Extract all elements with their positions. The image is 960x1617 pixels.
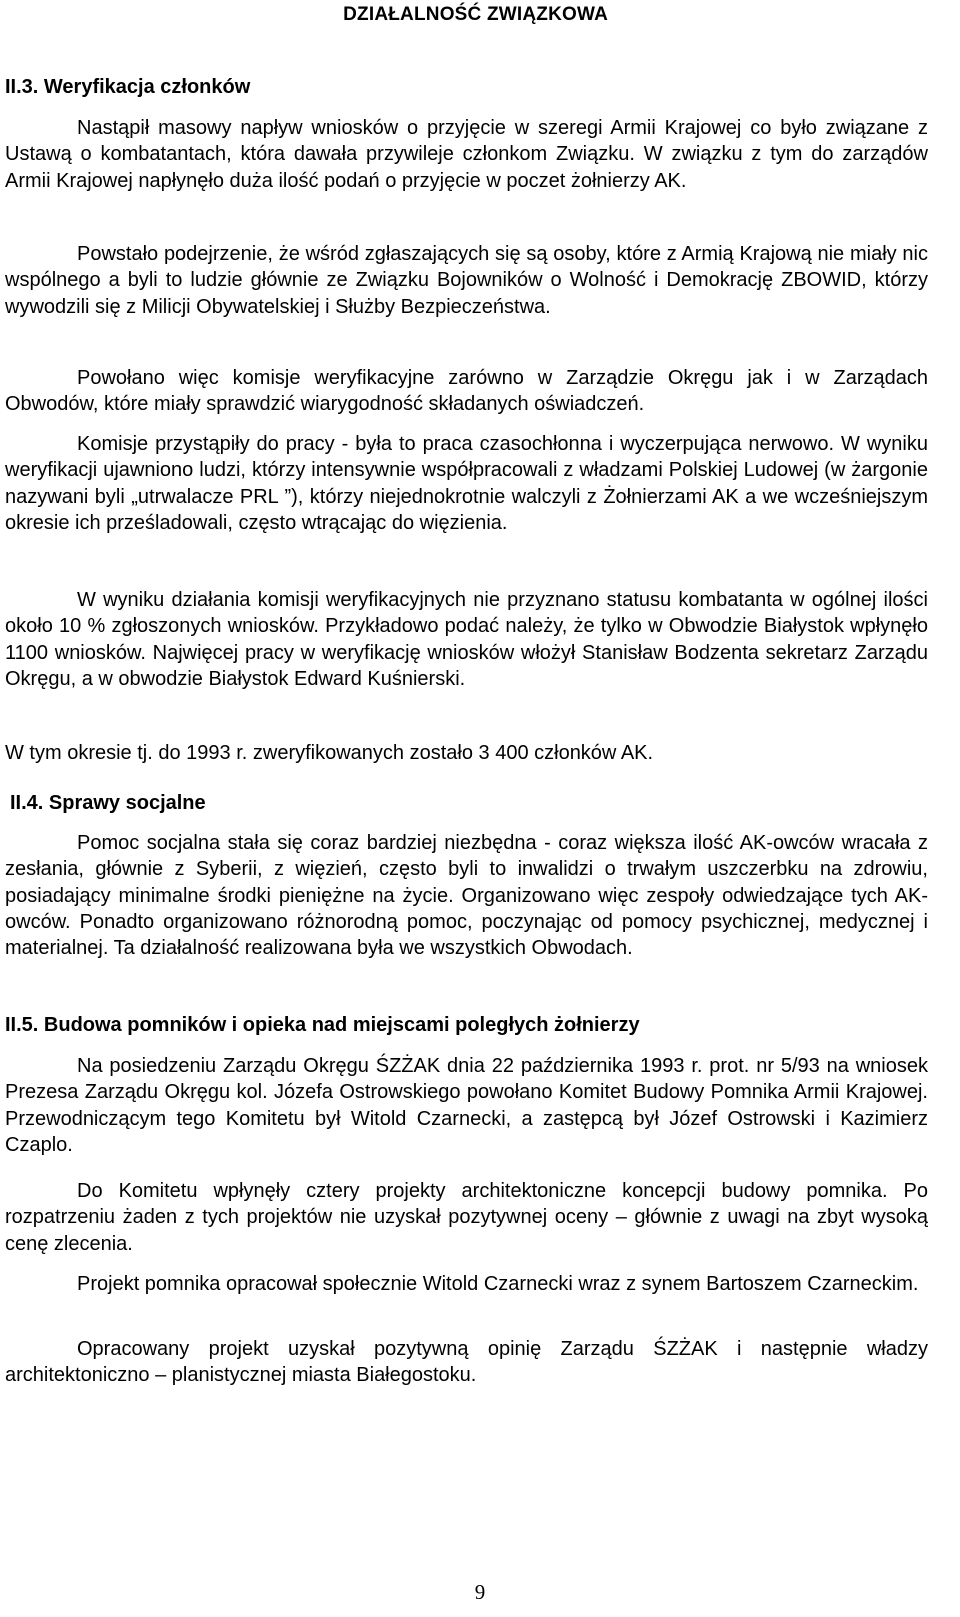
paragraph: Komisje przystąpiły do pracy - była to praca czasochłonna i wyczerpująca nerwowo. W wyniku weryfikacji ujawniono ludzi, którzy intensywnie współpracowali z władzami Polskiej Ludowej (w żargonie nazywani byli „utrwalacze PRL ”), którzy niejednokrotnie walczyli z Żołnierzami AK a we wcześniejszym okresie ich prześladowali, często wtrącając do więzienia. bbox=[5, 433, 928, 534]
paragraph: Powołano więc komisje weryfikacyjne zarówno w Zarządzie Okręgu jak i w Zarządach Obwodów, które miały sprawdzić wiarygodność składanych oświadczeń. bbox=[5, 367, 928, 416]
paragraph: Na posiedzeniu Zarządu Okręgu ŚZŻAK dnia 22 października 1993 r. prot. nr 5/93 na wniosek Prezesa Zarządu Okręgu kol. Józefa Ostrowskiego powołano Komitet Budowy Pomnika Armii Krajowej. Przewodniczącym tego Komitetu był Witold Czarnecki, a zastępcą był Józef Ostrowski i Kazimierz Czaplo. bbox=[5, 1055, 928, 1156]
section-heading-verification: II.3. Weryfikacja członków bbox=[5, 76, 251, 98]
paragraph: Pomoc socjalna stała się coraz bardziej niezbędna - coraz większa ilość AK-owców wracała z zesłania, głównie z Syberii, z więzień, często byli to inwalidzi o trwałym uszczerbku na zdrowiu, posiadający minimalne środki pieniężne na życie. Organizowano więc zespoły odwiedzające tych AK-owców. Ponadto organizowano różnorodną pomoc, poczynając od pomocy psychicznej, medycznej i materialnej. Ta działalność realizowana była we wszystkich Obwodach. bbox=[5, 832, 928, 960]
running-header: DZIAŁALNOŚĆ ZWIĄZKOWA bbox=[343, 4, 608, 25]
paragraph: W wyniku działania komisji weryfikacyjnych nie przyznano statusu kombatanta w ogólnej ilości około 10 % zgłoszonych wniosków. Przykładowo podać należy, że tylko w Obwodzie Białystok wpłynęło 1100 wniosków. Najwięcej pracy w weryfikację wniosków włożył Stanisław Bodzenta sekretarz Zarządu Okręgu, a w obwodzie Białystok Edward Kuśnierski. bbox=[5, 589, 928, 690]
section-heading-monuments: II.5. Budowa pomników i opieka nad miejscami poległych żołnierzy bbox=[5, 1014, 640, 1036]
paragraph: Powstało podejrzenie, że wśród zgłaszających się są osoby, które z Armią Krajową nie miały nic wspólnego a byli to ludzie głównie ze Związku Bojowników o Wolność i Demokrację ZBOWID, którzy wywodzili się z Milicji Obywatelskiej i Służby Bezpieczeństwa. bbox=[5, 243, 928, 318]
page-number: 9 bbox=[474, 1580, 486, 1604]
paragraph: Projekt pomnika opracował społecznie Witold Czarnecki wraz z synem Bartoszem Czarneckim. bbox=[77, 1273, 919, 1295]
paragraph: W tym okresie tj. do 1993 r. zweryfikowanych zostało 3 400 członków AK. bbox=[5, 742, 654, 764]
paragraph: Do Komitetu wpłynęły cztery projekty architektoniczne koncepcji budowy pomnika. Po rozpatrzeniu żaden z tych projektów nie uzyskał pozytywnej oceny – głównie z uwagi na zbyt wysoką cenę zlecenia. bbox=[5, 1180, 928, 1255]
paragraph: Nastąpił masowy napływ wniosków o przyjęcie w szeregi Armii Krajowej co było związane z Ustawą o kombatantach, która dawała przywileje członkom Związku. W związku z tym do zarządów Armii Krajowej napłynęło duża ilość podań o przyjęcie w poczet żołnierzy AK. bbox=[5, 117, 928, 192]
paragraph: Opracowany projekt uzyskał pozytywną opinię Zarządu ŚZŻAK i następnie władzy architektoniczno – planistycznej miasta Białegostoku. bbox=[5, 1338, 928, 1387]
section-heading-social-affairs: II.4. Sprawy socjalne bbox=[10, 792, 206, 814]
